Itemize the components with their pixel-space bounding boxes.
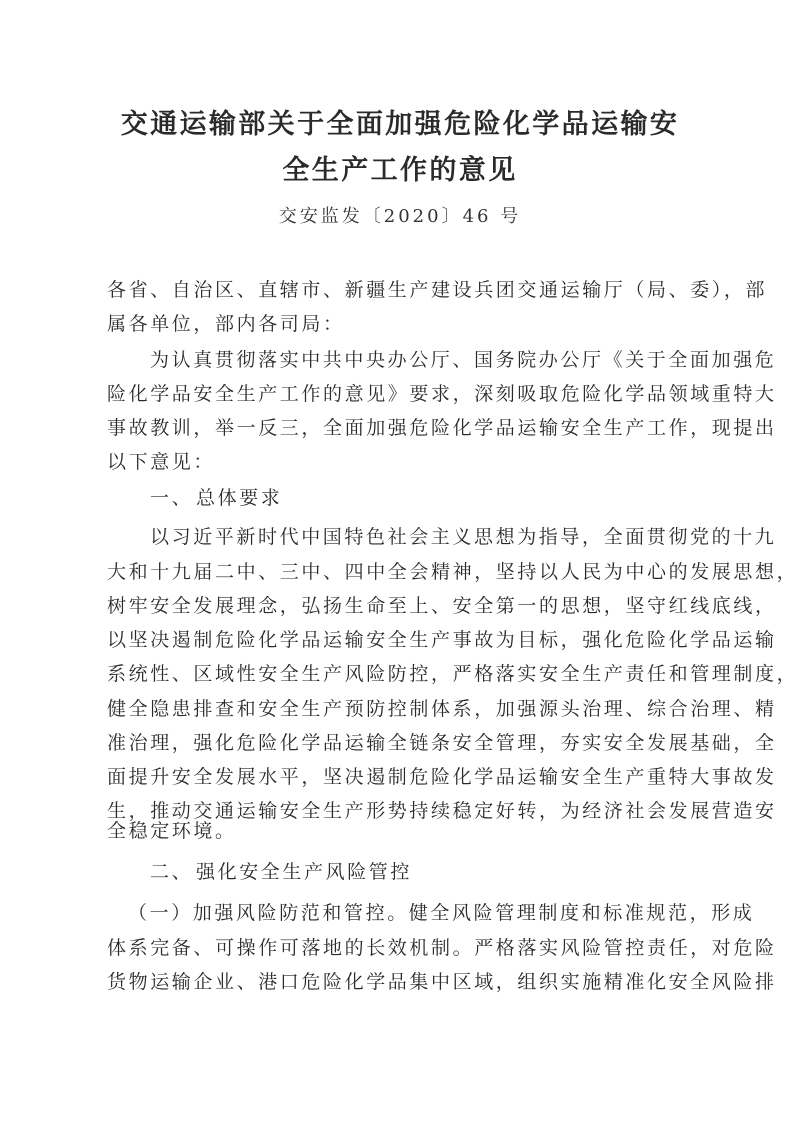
document-title-line-1: 交通运输部关于全面加强危险化学品运输安	[120, 109, 680, 140]
addressee-line: 属各单位，部内各司局：	[107, 313, 345, 335]
body-line: 树牢安全发展理念，弘扬生命至上、安全第一的思想，坚守红线底线，	[107, 595, 777, 617]
section-title: 强化安全生产风险管控	[196, 861, 413, 883]
body-line: 货物运输企业、港口危险化学品集中区域，组织实施精准化安全风险排	[107, 971, 777, 993]
section-number: 一、	[150, 487, 194, 509]
section-heading-2	[150, 860, 412, 884]
section-number: 二、	[150, 861, 194, 883]
body-line: 系统性、区域性安全生产风险防控，严格落实安全生产责任和管理制度，	[107, 663, 799, 685]
section-title: 总体要求	[196, 487, 283, 509]
intro-line: 险化学品安全生产工作的意见》要求，深刻吸取危险化学品领域重特大	[107, 383, 777, 405]
body-line: 以坚决遏制危险化学品运输安全生产事故为目标，强化危险化学品运输	[107, 629, 777, 651]
document-title-line-2: 全生产工作的意见	[282, 155, 518, 186]
intro-line: 事故教训，举一反三，全面加强危险化学品运输安全生产工作，现提出	[107, 417, 777, 439]
body-line: 体系完备、可操作可落地的长效机制。严格落实风险管控责任，对危险	[107, 937, 777, 959]
intro-line: 为认真贯彻落实中共中央办公厅、国务院办公厅《关于全面加强危	[150, 349, 777, 371]
body-line: 健全隐患排查和安全生产预防控制体系，加强源头治理、综合治理、精	[107, 698, 777, 720]
section-heading-1	[150, 486, 282, 510]
body-line: 面提升安全发展水平，坚决遏制危险化学品运输安全生产重特大事故发	[107, 766, 777, 788]
body-line: 生，推动交通运输安全生产形势持续稳定好转，为经济社会发展营造安	[107, 800, 777, 822]
body-line: 准治理，强化危险化学品运输全链条安全管理，夯实安全发展基础，全	[107, 732, 777, 754]
document-number: 交安监发〔2020〕46 号	[278, 206, 522, 227]
body-line: 以习近平新时代中国特色社会主义思想为指导，全面贯彻党的十九	[150, 526, 777, 548]
body-line: 全稳定环境。	[107, 820, 237, 842]
intro-line: 以下意见：	[107, 451, 216, 473]
body-line: （一）加强风险防范和管控。健全风险管理制度和标准规范，形成	[128, 902, 755, 924]
body-line: 大和十九届二中、三中、四中全会精神，坚持以人民为中心的发展思想，	[107, 561, 799, 583]
addressee-line: 各省、自治区、直辖市、新疆生产建设兵团交通运输厅（局、委），部	[107, 279, 768, 301]
